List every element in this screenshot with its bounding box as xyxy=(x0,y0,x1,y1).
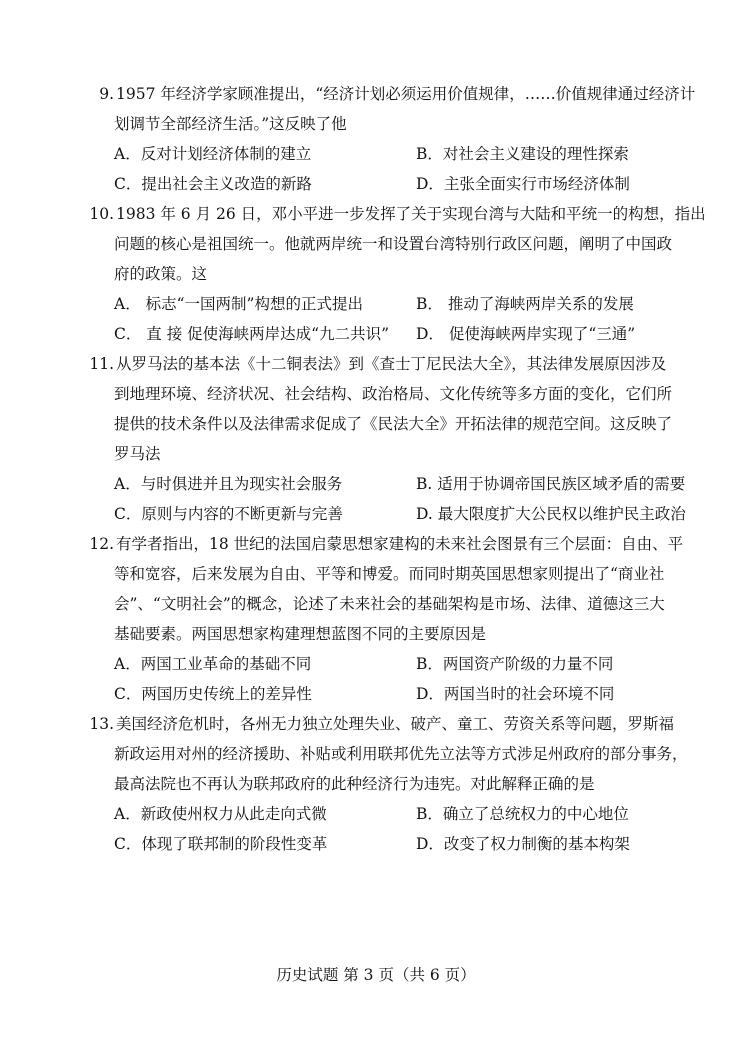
option-row xyxy=(76,499,686,529)
option-d[interactable]: D．主张全面实行市场经济体制 xyxy=(416,175,630,193)
option-a[interactable]: A．两国工业革命的基础不同 xyxy=(114,655,312,673)
option-row xyxy=(76,319,676,349)
option-b[interactable]: B．两国资产阶级的力量不同 xyxy=(416,655,614,673)
question-stem-line: 提供的技术条件以及法律需求促成了《民法大全》开拓法律的规范空间。这反映了 xyxy=(114,415,673,433)
option-row xyxy=(76,289,676,319)
question-stem-line xyxy=(76,199,706,229)
option-a[interactable]: A．新政使州权力从此走向式微 xyxy=(114,805,327,823)
option-b[interactable]: B．对社会主义建设的理性探索 xyxy=(416,145,629,163)
question-9 xyxy=(76,79,696,199)
question-12 xyxy=(76,529,684,709)
stem-text: 美国经济危机时，各州无力独立处理失业、破产、童工、劳资关系等问题，罗斯福 xyxy=(116,715,675,733)
option-c[interactable]: C． 直 接 促使海峡两岸达成“九二共识” xyxy=(114,325,389,343)
option-c[interactable]: C．原则与内容的不断更新与完善 xyxy=(114,505,343,523)
question-stem-line xyxy=(76,79,696,109)
option-b[interactable]: B． 推动了海峡两岸关系的发展 xyxy=(416,295,634,313)
option-a[interactable]: A．与时俱进并且为现实社会服务 xyxy=(114,475,343,493)
question-number: 13. xyxy=(89,715,114,733)
option-row xyxy=(76,469,686,499)
stem-text: 1957 年经济学家顾准提出，“经济计划必须运用价值规律，……价值规律通过经济计 xyxy=(116,85,696,103)
option-row xyxy=(76,649,676,679)
option-d[interactable]: D．改变了权力制衡的基本构架 xyxy=(416,835,630,853)
question-stem-line: 会”、“文明社会”的概念，论述了未来社会的基础架构是市场、法律、道德这三大 xyxy=(114,595,665,613)
question-stem-line: 到地理环境、经济状况、社会结构、政治格局、文化传统等多方面的变化，它们所 xyxy=(114,385,673,403)
stem-text: 从罗马法的基本法《十二铜表法》到《查士丁尼民法大全》，其法律发展原因涉及 xyxy=(116,355,667,373)
question-number: 10. xyxy=(89,205,114,223)
stem-text: 有学者指出，18 世纪的法国启蒙思想家建构的未来社会图景有三个层面：自由、平 xyxy=(116,535,684,553)
question-stem-line: 划调节全部经济生活。”这反映了他 xyxy=(114,115,347,133)
question-stem-line: 等和宽容，后来发展为自由、平等和博爱。而同时期英国思想家则提出了“商业社 xyxy=(114,565,665,583)
stem-text: 1983 年 6 月 26 日，邓小平进一步发挥了关于实现台湾与大陆和平统一的构想，指出 xyxy=(116,205,706,223)
option-d[interactable]: D．两国当时的社会环境不同 xyxy=(416,685,615,703)
option-d[interactable]: D. 最大限度扩大公民权以维护民主政治 xyxy=(416,505,686,523)
question-13 xyxy=(76,709,688,859)
option-c[interactable]: C．提出社会主义改造的新路 xyxy=(114,175,312,193)
question-stem-line: 基础要素。两国思想家构建理想蓝图不同的主要原因是 xyxy=(114,625,487,643)
option-c[interactable]: C．两国历史传统上的差异性 xyxy=(114,685,312,703)
option-row xyxy=(76,799,676,829)
option-row xyxy=(76,679,676,709)
option-d[interactable]: D． 促使海峡两岸实现了“三通” xyxy=(416,325,636,343)
question-number: 9. xyxy=(99,85,114,103)
question-stem-line xyxy=(76,529,684,559)
option-b[interactable]: B. 适用于协调帝国民族区域矛盾的需要 xyxy=(416,475,686,493)
option-row xyxy=(76,169,676,199)
question-stem-line: 最高法院也不再认为联邦政府的此种经济行为违宪。对此解释正确的是 xyxy=(114,775,595,793)
option-b[interactable]: B．确立了总统权力的中心地位 xyxy=(416,805,629,823)
question-number: 11. xyxy=(89,355,114,373)
question-stem-line: 问题的核心是祖国统一。他就两岸统一和设置台湾特别行政区问题，阐明了中国政 xyxy=(114,235,673,253)
option-row xyxy=(76,139,676,169)
question-stem-line xyxy=(76,709,676,739)
question-stem-line: 府的政策。这 xyxy=(114,265,208,283)
option-row xyxy=(76,829,676,859)
question-stem-line: 新政运用对州的经济援助、补贴或利用联邦优先立法等方式涉足州政府的部分事务， xyxy=(114,745,688,763)
option-a[interactable]: A． 标志“一国两制”构想的正式提出 xyxy=(114,295,363,313)
question-11 xyxy=(76,349,686,529)
question-number: 12. xyxy=(89,535,114,553)
question-stem-line: 罗马法 xyxy=(114,445,161,463)
question-stem-line xyxy=(76,349,676,379)
option-c[interactable]: C．体现了联邦制的阶段性变革 xyxy=(114,835,328,853)
option-a[interactable]: A．反对计划经济体制的建立 xyxy=(114,145,312,163)
page-footer: 历史试题 第 3 页（共 6 页） xyxy=(276,966,476,984)
question-10 xyxy=(76,199,706,349)
